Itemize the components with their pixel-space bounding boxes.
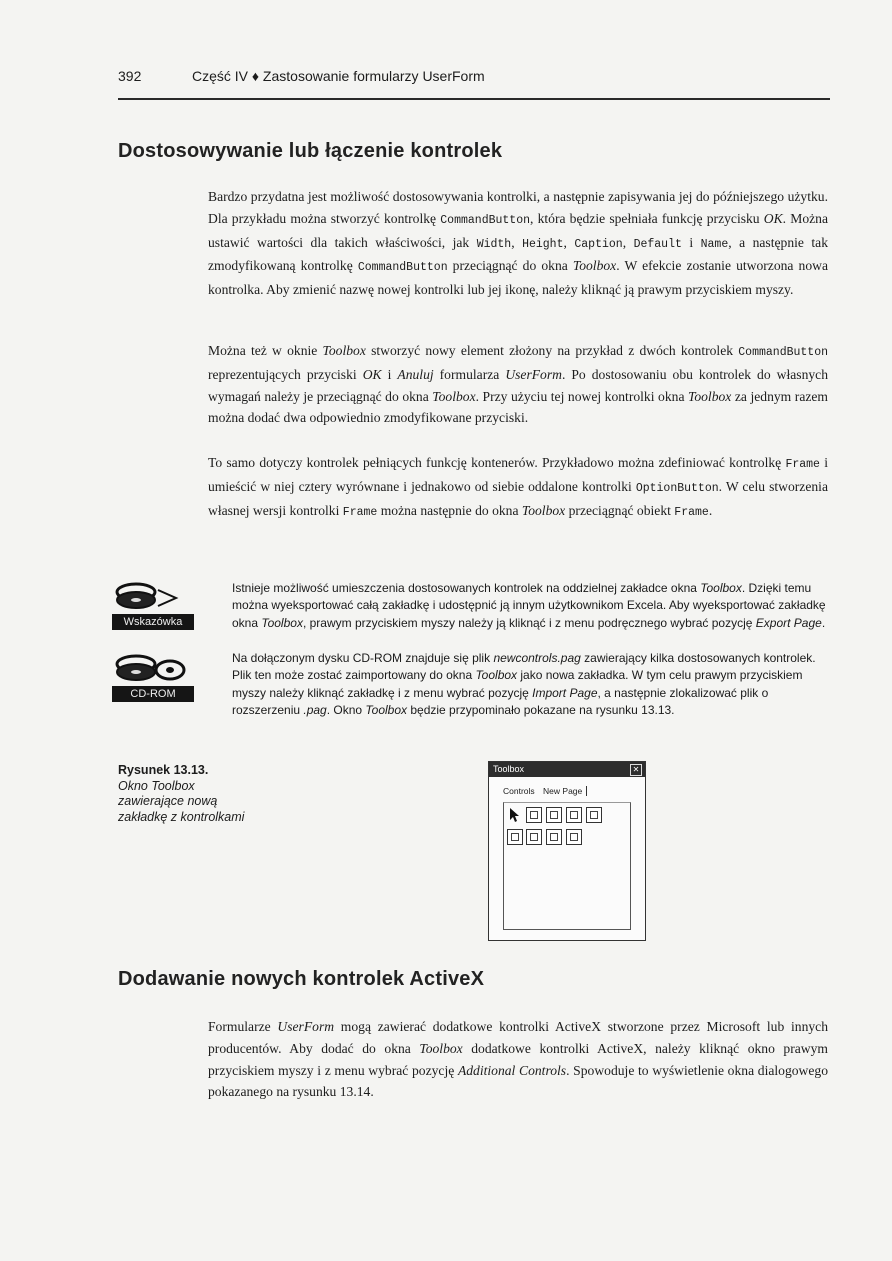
section-heading-activex: Dodawanie nowych kontrolek ActiveX xyxy=(118,968,485,990)
custom-control-icon[interactable] xyxy=(566,807,582,823)
custom-control-icon[interactable] xyxy=(566,829,582,845)
close-icon[interactable]: ✕ xyxy=(630,764,642,776)
cd-disc-icon xyxy=(112,650,194,690)
page-number: 392 xyxy=(118,68,142,84)
tip-badge: Wskazówka xyxy=(112,614,194,630)
toolbox-control-area xyxy=(503,802,631,930)
tab-controls[interactable]: Controls xyxy=(503,786,535,796)
paragraph-container-controls: To samo dotyczy kontrolek pełniących funkcję kontenerów. Przykładowo można zdefiniować kontrolkę Frame i umieścić w niej cztery wyrównane i jednakowo od siebie oddalone kontrolki OptionButton. W celu stworzenia własnej wersji kontrolki Frame można następnie do okna Toolbox przeciągnąć obiekt Frame. xyxy=(208,455,828,519)
disc-icon xyxy=(112,578,194,618)
frame-control-icon[interactable] xyxy=(526,829,542,845)
custom-control-icon[interactable] xyxy=(586,807,602,823)
paragraph-activex: Formularze UserForm mogą zawierać dodatkowe kontrolki ActiveX stworzone przez Microsoft lub innych producentów. Aby dodać do okna Toolbox dodatkowe kontrolki ActiveX, należy kliknąć okno prawym przyciskiem myszy i z menu wybrać pozycję Additional Controls. Spowoduje to wyświetlenie okna dialogowego pokazanego na rysunku 13.14. xyxy=(208,1019,828,1100)
tab-new-page[interactable]: New Page xyxy=(543,786,587,796)
toolbox-tabs xyxy=(503,786,593,796)
paragraph-customize-control: Bardzo przydatna jest możliwość dostosowywania kontrolki, a następnie zapisywania jej do późniejszego użytku. Dla przykładu można stworzyć kontrolkę CommandButton, która będzie spełniała funkcję przycisku OK. Można ustawić wartości dla takich właściwości, jak Width, Height, Caption, Default i Name, a następnie tak zmodyfikowaną kontrolkę CommandButton przeciągnąć do okna Toolbox. W efekcie zostanie utworzona nowa kontrolka. Aby zmienić nazwę nowej kontrolki lub jej ikonę, należy kliknąć ją prawym przyciskiem myszy. xyxy=(208,189,829,298)
custom-control-icon[interactable] xyxy=(546,807,562,823)
cdrom-badge: CD-ROM xyxy=(112,686,194,702)
toolbox-window xyxy=(488,761,646,941)
cdrom-text: Na dołączonym dysku CD-ROM znajduje się plik newcontrols.pag zawierający kilka dostosowanych kontrolek. Plik ten może zostać zaimportowany do okna Toolbox jako nowa zakładka. W tym celu prawym przyciskiem myszy należy kliknąć zakładkę i z menu wybrać pozycję Import Page, a następnie zlokalizować plik o rozszerzeniu .pag. Okno Toolbox będzie przypominało pokazane na rysunku 13.13. xyxy=(232,651,816,718)
paragraph-compound-element: Można też w oknie Toolbox stworzyć nowy element złożony na przykład z dwóch kontrolek CommandButton reprezentujących przyciski OK i Anuluj formularza UserForm. Po dostosowaniu obu kontrolek do własnych wymagań należy je przeciągnąć do okna Toolbox. Przy użyciu tej nowej kontrolki okna Toolbox za jednym razem można dodać dwa odpowiednio zmodyfikowane przyciski. xyxy=(208,343,828,426)
tip-icon xyxy=(112,578,194,630)
figure-caption xyxy=(118,763,258,825)
custom-control-icon[interactable] xyxy=(546,829,562,845)
running-title: Część IV ♦ Zastosowanie formularzy UserForm xyxy=(192,68,485,84)
custom-control-icon[interactable] xyxy=(507,829,523,845)
running-header xyxy=(118,68,830,100)
toolbox-title: Toolbox xyxy=(493,764,525,774)
figure-label: Rysunek 13.13. xyxy=(118,763,209,777)
toolbox-title-bar xyxy=(489,762,645,777)
figure-description: Okno Toolbox zawierające nową zakładkę z kontrolkami xyxy=(118,778,245,824)
pointer-icon[interactable] xyxy=(507,807,521,823)
tip-text: Istnieje możliwość umieszczenia dostosowanych kontrolek na oddzielnej zakładce okna Toolbox. Dzięki temu można wyeksportować całą zakładkę i udostępnić ją innym użytkownikom Excela. Aby wyeksportować zakładkę okna Toolbox, prawym przyciskiem myszy należy ją kliknąć i z menu podręcznego wybrać pozycję Export Page. xyxy=(232,581,826,630)
custom-control-icon[interactable] xyxy=(526,807,542,823)
section-heading-customizing: Dostosowywanie lub łączenie kontrolek xyxy=(118,140,503,162)
cdrom-icon xyxy=(112,650,194,702)
